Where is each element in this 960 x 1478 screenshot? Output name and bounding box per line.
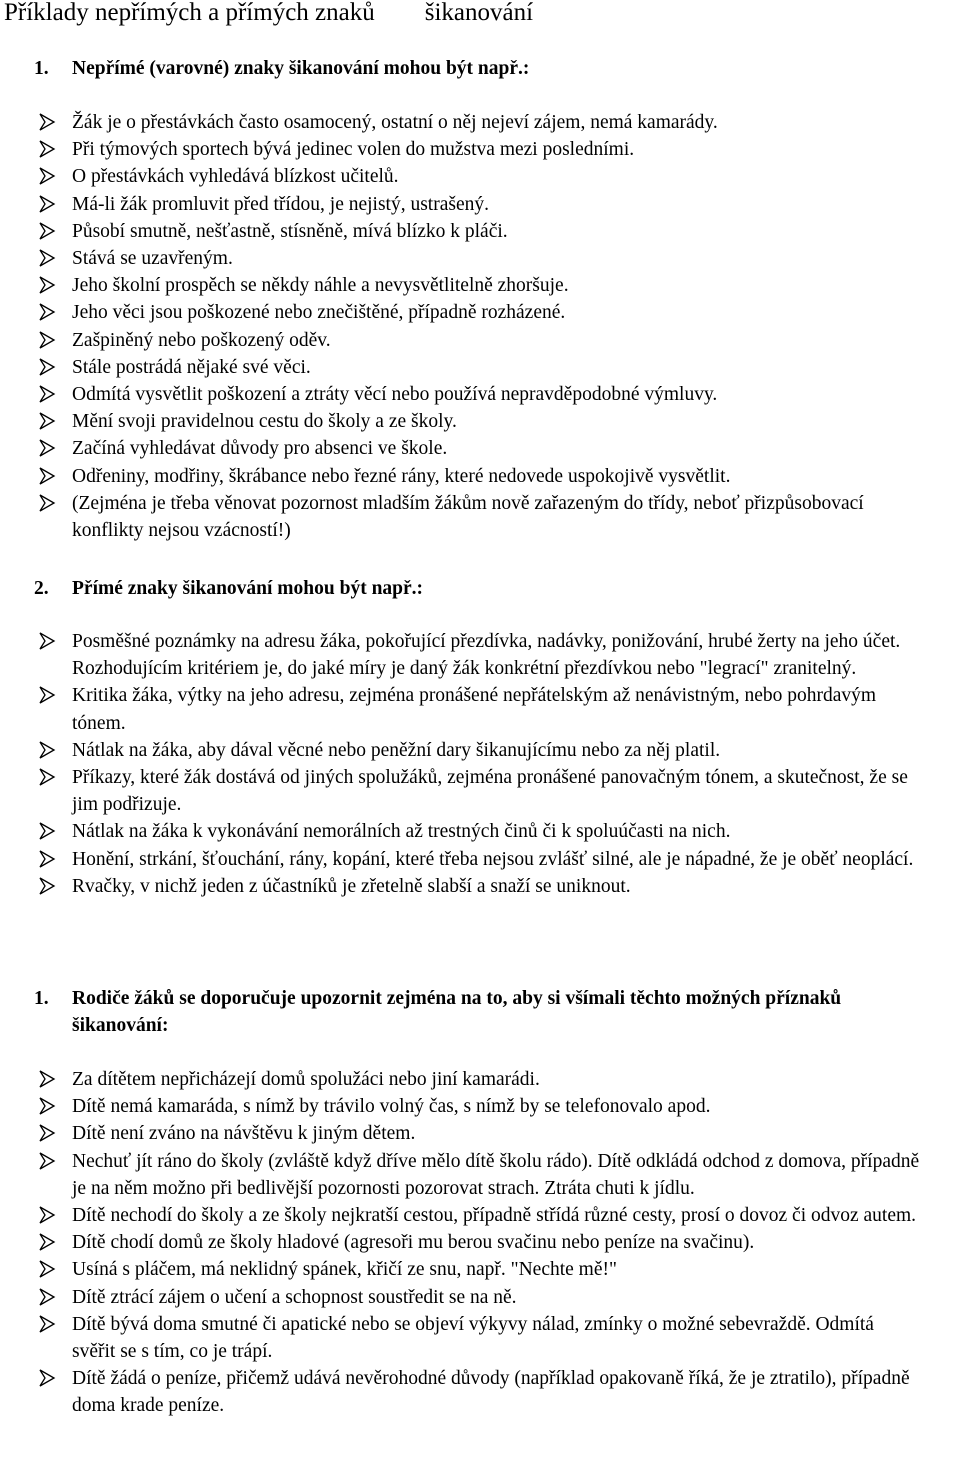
- list-item-text: Při týmových sportech bývá jedinec volen do mužstva mezi posledními.: [72, 139, 635, 161]
- arrow-bullet-icon: [38, 195, 56, 213]
- arrow-bullet-icon: [38, 768, 56, 786]
- list-item-text: Má-li žák promluvit před třídou, je nejistý, ustrašený.: [72, 193, 489, 215]
- section-3-heading: [34, 985, 934, 1039]
- arrow-bullet-icon: [38, 1315, 56, 1333]
- list-item: [0, 764, 940, 818]
- list-item: [0, 818, 940, 845]
- section-heading-text: Nepřímé (varovné) znaky šikanování mohou být např.:: [72, 58, 530, 79]
- list-item-text: Dítě nemá kamaráda, s nímž by trávilo volný čas, s nímž by se telefonovalo apod.: [72, 1096, 711, 1118]
- list-item: [0, 136, 905, 163]
- arrow-bullet-icon: [38, 850, 56, 868]
- list-item-text: Nátlak na žáka, aby dával věcné nebo peněžní dary šikanujícímu nebo za něj platil.: [72, 739, 721, 761]
- arrow-bullet-icon: [38, 358, 56, 376]
- list-item-text: (Zejména je třeba věnovat pozornost mladším žákům nově zařazeným do třídy, neboť přizpůsobovací konflikty nejsou vzácností!): [72, 492, 864, 542]
- list-item: [0, 737, 940, 764]
- section-1-heading: [34, 55, 529, 82]
- list-item: [0, 191, 905, 218]
- arrow-bullet-icon: [38, 167, 56, 185]
- list-item-text: Začíná vyhledávat důvody pro absenci ve škole.: [72, 438, 448, 460]
- list-item-text: Honění, strkání, šťouchání, rány, kopání, které třeba nejsou zvlášť silné, ale je nápadné, že je oběť neoplácí.: [72, 848, 914, 870]
- arrow-bullet-icon: [38, 877, 56, 895]
- list-item: [0, 463, 905, 490]
- list-item-text: Nátlak na žáka k vykonávání nemorálních až trestných činů či k spoluúčasti na nich.: [72, 821, 731, 843]
- list-item: [0, 682, 940, 736]
- list-item: [0, 846, 940, 873]
- arrow-bullet-icon: [38, 385, 56, 403]
- list-item: [0, 1202, 940, 1229]
- list-item: [0, 1284, 940, 1311]
- section-number: 2.: [34, 578, 49, 599]
- arrow-bullet-icon: [38, 1260, 56, 1278]
- list-item: [0, 1229, 940, 1256]
- arrow-bullet-icon: [38, 1206, 56, 1224]
- list-item: [0, 628, 940, 682]
- list-item-text: Jeho školní prospěch se někdy náhle a nevysvětlitelně zhoršuje.: [72, 275, 569, 297]
- arrow-bullet-icon: [38, 494, 56, 512]
- list-item: [0, 354, 905, 381]
- list-item-text: Dítě nechodí do školy a ze školy nejkratší cestou, případně střídá různé cesty, prosí o dovoz či odvoz autem.: [72, 1205, 917, 1227]
- arrow-bullet-icon: [38, 412, 56, 430]
- list-item-text: O přestávkách vyhledává blízkost učitelů.: [72, 166, 399, 188]
- list-item: [0, 109, 905, 136]
- arrow-bullet-icon: [38, 686, 56, 704]
- list-item: [0, 408, 905, 435]
- arrow-bullet-icon: [38, 276, 56, 294]
- list-item-text: Dítě žádá o peníze, přičemž udává nevěrohodné důvody (například opakovaně říká, že je ztratilo), případně doma krade peníze.: [72, 1368, 910, 1417]
- list-item-text: Stává se uzavřeným.: [72, 248, 233, 270]
- list-item: [0, 1365, 940, 1419]
- list-item-text: Příkazy, které žák dostává od jiných spolužáků, zejména pronášené panovačným tónem, a skutečnost, že se jim podřizuje.: [72, 767, 908, 816]
- list-item-text: Rvačky, v nichž jeden z účastníků je zřetelně slabší a snaží se uniknout.: [72, 875, 631, 897]
- section-number: 1.: [34, 58, 49, 79]
- arrow-bullet-icon: [38, 1369, 56, 1387]
- arrow-bullet-icon: [38, 303, 56, 321]
- list-item-text: Odmítá vysvětlit poškození a ztráty věcí nebo používá nepravděpodobné výmluvy.: [72, 384, 718, 406]
- list-item: [0, 873, 940, 900]
- arrow-bullet-icon: [38, 249, 56, 267]
- list-item: [0, 435, 905, 462]
- arrow-bullet-icon: [38, 439, 56, 457]
- list-item: [0, 1148, 940, 1202]
- list-item: [0, 1256, 940, 1283]
- section-heading-text: Rodiče žáků se doporučuje upozornit zejména na to, aby si všímali těchto možných příznaků šikanování:: [72, 988, 842, 1036]
- arrow-bullet-icon: [38, 632, 56, 650]
- section-2-heading: [34, 575, 423, 602]
- list-item: [0, 272, 905, 299]
- section-3-list: [0, 1066, 940, 1420]
- list-item-text: Dítě chodí domů ze školy hladové (agresoři mu berou svačinu nebo peníze na svačinu).: [72, 1232, 755, 1254]
- arrow-bullet-icon: [38, 222, 56, 240]
- list-item: [0, 327, 905, 354]
- section-heading-text: Přímé znaky šikanování mohou být např.:: [72, 578, 424, 599]
- list-item-text: Dítě ztrácí zájem o učení a schopnost soustředit se na ně.: [72, 1286, 517, 1308]
- list-item-text: Za dítětem nepřicházejí domů spolužáci nebo jiní kamarádi.: [72, 1069, 540, 1090]
- arrow-bullet-icon: [38, 1152, 56, 1170]
- list-item-text: Mění svoji pravidelnou cestu do školy a ze školy.: [72, 411, 457, 433]
- list-item-text: Nechuť jít ráno do školy (zvláště když dříve mělo dítě školu rádo). Dítě odkládá odchod z domova, případně je na něm možno při bedlivější pozornosti pozorovat strach. Ztráta chuti k jídlu.: [72, 1150, 920, 1199]
- list-item: [0, 1311, 940, 1365]
- list-item-text: Žák je o přestávkách často osamocený, ostatní o něj nejeví zájem, nemá kamarády.: [72, 112, 718, 133]
- list-item: [0, 245, 905, 272]
- arrow-bullet-icon: [38, 1288, 56, 1306]
- list-item-text: Kritika žáka, výtky na jeho adresu, zejména pronášené nepřátelským až nenávistným, nebo pohrdavým tónem.: [72, 685, 877, 734]
- arrow-bullet-icon: [38, 331, 56, 349]
- section-number: 1.: [34, 988, 49, 1009]
- arrow-bullet-icon: [38, 1097, 56, 1115]
- list-item: [0, 1120, 940, 1147]
- list-item: [0, 1093, 940, 1120]
- section-1-list: [0, 109, 905, 544]
- list-item-text: Usíná s pláčem, má neklidný spánek, křičí ze snu, např. "Nechte mě!": [72, 1259, 617, 1281]
- arrow-bullet-icon: [38, 1233, 56, 1251]
- list-item: [0, 218, 905, 245]
- list-item: [0, 163, 905, 190]
- arrow-bullet-icon: [38, 1070, 56, 1088]
- list-item-text: Stále postrádá nějaké své věci.: [72, 356, 311, 378]
- arrow-bullet-icon: [38, 1124, 56, 1142]
- list-item: [0, 490, 905, 544]
- list-item-text: Jeho věci jsou poškozené nebo znečištěné, případně rozházené.: [72, 302, 566, 324]
- arrow-bullet-icon: [38, 140, 56, 158]
- arrow-bullet-icon: [38, 822, 56, 840]
- section-2-list: [0, 628, 940, 900]
- list-item: [0, 381, 905, 408]
- arrow-bullet-icon: [38, 467, 56, 485]
- arrow-bullet-icon: [38, 741, 56, 759]
- arrow-bullet-icon: [38, 113, 56, 131]
- list-item-text: Dítě není zváno na návštěvu k jiným dětem.: [72, 1123, 416, 1145]
- list-item-text: Dítě bývá doma smutné či apatické nebo se objeví výkyvy nálad, zmínky o možné sebevraždě. Odmítá svěřit se s tím, co je trápí.: [72, 1313, 874, 1363]
- list-item-text: Odřeniny, modřiny, škrábance nebo řezné rány, které nedovede uspokojivě vysvětlit.: [72, 465, 731, 487]
- list-item: [0, 1066, 940, 1093]
- list-item-text: Zašpiněný nebo poškozený oděv.: [72, 329, 331, 351]
- list-item-text: Posměšné poznámky na adresu žáka, pokořující přezdívka, nadávky, ponižování, hrubé žerty na jeho účet. Rozhodujícím kritériem je, do jaké míry je daný žák konkrétní přezdívkou nebo "legrací" zranitelný.: [72, 631, 901, 680]
- list-item: [0, 299, 905, 326]
- list-item-text: Působí smutně, nešťastně, stísněně, mívá blízko k pláči.: [72, 220, 508, 242]
- document-title: Příklady nepřímých a přímých znaků šikanování: [4, 0, 534, 26]
